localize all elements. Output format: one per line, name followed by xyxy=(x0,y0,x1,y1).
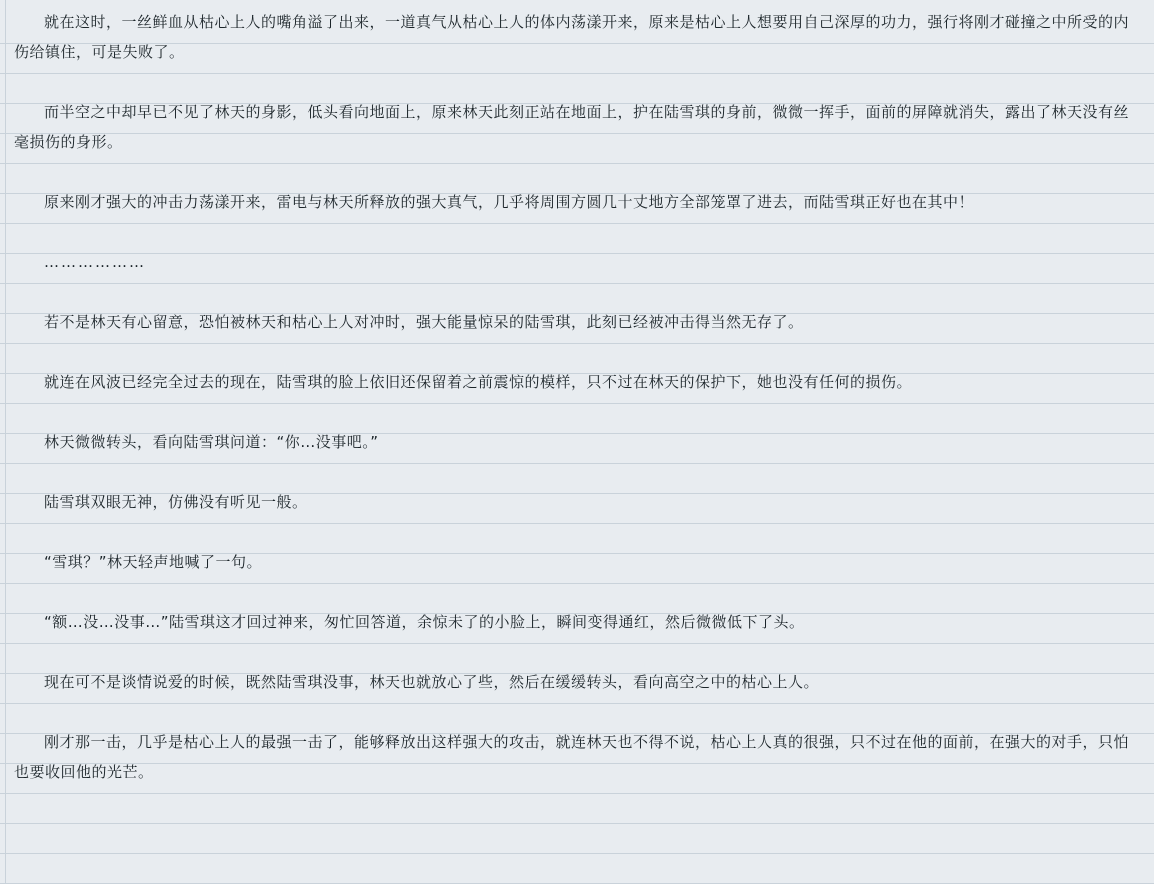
paragraph-text: “额…没…没事…”陆雪琪这才回过神来，匆忙回答道，余惊未了的小脸上，瞬间变得通红，然后微微低下了头。 xyxy=(44,613,805,631)
paragraph-text: 就在这时，一丝鲜血从枯心上人的嘴角溢了出来，一道真气从枯心上人的体内荡漾开来，原来是枯心上人想要用自己深厚的功力，强行将刚才碰撞之中所受的内伤给镇住，可是失败了。 xyxy=(14,13,1130,61)
paragraph-text: 林天微微转头，看向陆雪琪问道：“你…没事吧。” xyxy=(44,433,379,451)
paragraph-text: “雪琪？”林天轻声地喊了一句。 xyxy=(44,553,263,571)
paragraph xyxy=(14,547,1140,577)
paragraph-ellipsis xyxy=(14,247,1140,277)
paragraph xyxy=(14,667,1140,697)
paragraph-spacer xyxy=(14,457,1140,487)
paragraph-text: 刚才那一击，几乎是枯心上人的最强一击了，能够释放出这样强大的攻击，就连林天也不得不说，枯心上人真的很强，只不过在他的面前，在强大的对手，只怕也要收回他的光芒。 xyxy=(14,733,1130,781)
paragraph-text: 现在可不是谈情说爱的时候，既然陆雪琪没事，林天也就放心了些，然后在缓缓转头，看向高空之中的枯心上人。 xyxy=(44,673,820,691)
paragraph xyxy=(14,7,1140,67)
paragraph xyxy=(14,427,1140,457)
paragraph-text: 陆雪琪双眼无神，仿佛没有听见一般。 xyxy=(44,493,308,511)
paragraph xyxy=(14,307,1140,337)
paragraph-spacer xyxy=(14,67,1140,97)
paragraph-text: 原来刚才强大的冲击力荡漾开来，雷电与林天所释放的强大真气，几乎将周围方圆几十丈地方全部笼罩了进去，而陆雪琪正好也在其中！ xyxy=(44,193,975,211)
paragraph-text: 而半空之中却早已不见了林天的身影，低头看向地面上，原来林天此刻正站在地面上，护在陆雪琪的身前，微微一挥手，面前的屏障就消失，露出了林天没有丝毫损伤的身形。 xyxy=(14,103,1130,151)
paragraph xyxy=(14,487,1140,517)
paragraph-spacer xyxy=(14,397,1140,427)
paragraph-text: 就连在风波已经完全过去的现在，陆雪琪的脸上依旧还保留着之前震惊的模样，只不过在林天的保护下，她也没有任何的损伤。 xyxy=(44,373,913,391)
paragraph-text: 若不是林天有心留意，恐怕被林天和枯心上人对冲时，强大能量惊呆的陆雪琪，此刻已经被冲击得当然无存了。 xyxy=(44,313,804,331)
paragraph xyxy=(14,97,1140,157)
paragraph-spacer xyxy=(14,217,1140,247)
paragraph-text: ……………… xyxy=(44,253,146,271)
paragraph-spacer xyxy=(14,517,1140,547)
paragraph-spacer xyxy=(14,337,1140,367)
paragraph xyxy=(14,727,1140,787)
paragraph-spacer xyxy=(14,277,1140,307)
paragraph xyxy=(14,367,1140,397)
paragraph-spacer xyxy=(14,157,1140,187)
paragraph-spacer xyxy=(14,697,1140,727)
paragraph xyxy=(14,187,1140,217)
paragraph xyxy=(14,607,1140,637)
paragraph-spacer xyxy=(14,577,1140,607)
paragraph-spacer xyxy=(14,637,1140,667)
